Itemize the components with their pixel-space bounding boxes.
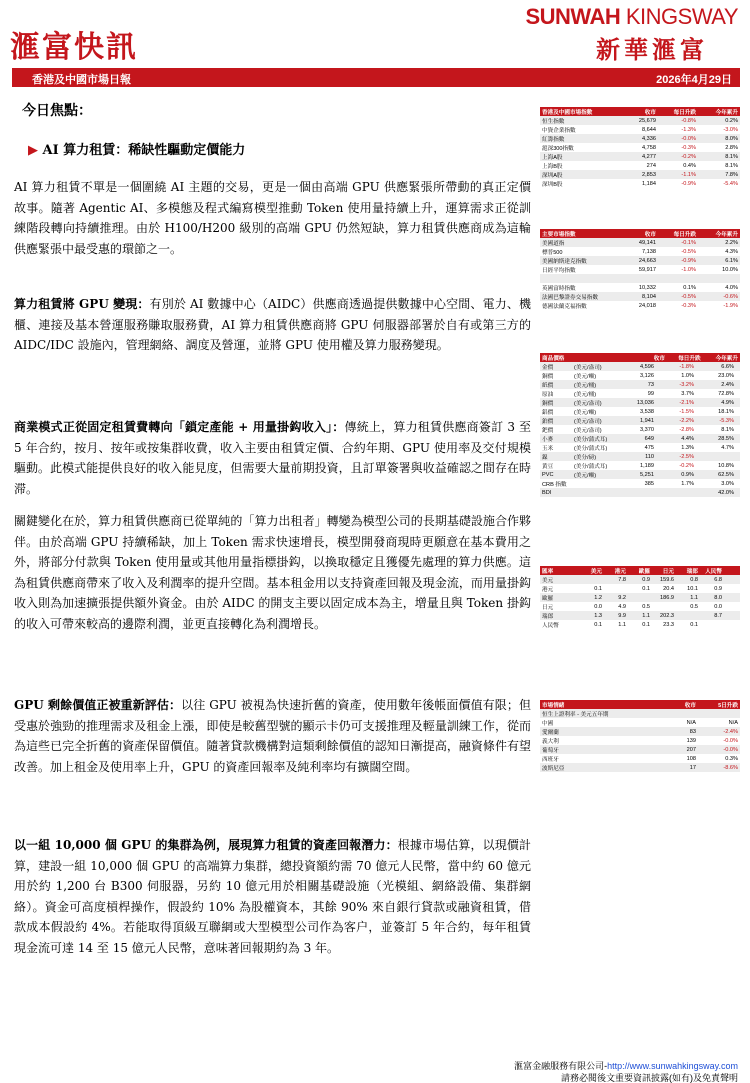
table-cell: -1.9% xyxy=(723,302,738,309)
footer-disclaimer: 請務必閱後文重要資訊披露(如有)及免責聲明 xyxy=(561,1073,738,1083)
table-row xyxy=(540,380,740,389)
table-cell: -0.8% xyxy=(681,117,696,124)
table-cell: 10.8% xyxy=(718,462,734,469)
table-cell: 7.8% xyxy=(725,171,738,178)
table-cell: (美元/盎司) xyxy=(574,400,602,407)
table-row xyxy=(540,416,740,425)
table-cell: 24,018 xyxy=(638,302,656,309)
table-cell: 1.1 xyxy=(690,594,698,601)
triangle-marker-icon: ▶ xyxy=(28,143,38,158)
table-cell: 今年累升 xyxy=(715,231,738,238)
table-cell: -0.0% xyxy=(723,746,738,753)
table-cell: 7.8 xyxy=(618,576,626,583)
table-cell: 0.1 xyxy=(642,585,650,592)
table-cell: 18.1% xyxy=(718,408,734,415)
table-cell: 鋁價 xyxy=(542,409,554,416)
table-cell: 42.0% xyxy=(718,489,734,496)
table-cell: 649 xyxy=(644,435,654,442)
table-cell: (美元/噸) xyxy=(574,472,597,479)
table-cell: -0.9% xyxy=(681,180,696,187)
table-cell: 0.0 xyxy=(594,603,602,610)
table-row xyxy=(540,452,740,461)
logo-en-light: KINGSWAY xyxy=(625,4,738,29)
table-cell: 5,251 xyxy=(640,471,654,478)
table-cell: -0.0% xyxy=(723,737,738,744)
table-row xyxy=(540,256,740,265)
table-cell: 紙價 xyxy=(542,382,554,389)
table-cell: -3.0% xyxy=(723,126,738,133)
table-cell: 滬深300指數 xyxy=(542,145,574,152)
focus-title: 今日焦點： xyxy=(22,103,92,119)
table-cell: 8.0 xyxy=(714,594,722,601)
table-cell: -1.3% xyxy=(681,126,696,133)
table-cell: 1,941 xyxy=(640,417,654,424)
table-cell: 28.5% xyxy=(718,435,734,442)
table-cell: -0.3% xyxy=(681,302,696,309)
table-cell: 日元 xyxy=(662,568,674,575)
table-cell: 0.4% xyxy=(683,162,696,169)
table-cell: 0.8 xyxy=(690,576,698,583)
table-cell: 4.3% xyxy=(725,248,738,255)
table-cell: 20.4 xyxy=(663,585,674,592)
table-header xyxy=(540,107,740,116)
table-cell: 1,189 xyxy=(640,462,654,469)
table-cell: 6.1% xyxy=(725,257,738,264)
table-cell: 收市 xyxy=(684,702,696,709)
table-cell: 9.2 xyxy=(618,594,626,601)
table-cell: (美元/盎司) xyxy=(574,364,602,371)
table-cell: -5.3% xyxy=(719,417,734,424)
table-cell: (美元/桶) xyxy=(574,391,597,398)
table-cell: 475 xyxy=(644,444,654,451)
table-cell: 0.5 xyxy=(690,603,698,610)
table-cell: 0.1 xyxy=(594,621,602,628)
table-cell: 每日升跌 xyxy=(673,231,696,238)
table-cell: 深圳A股 xyxy=(542,172,563,179)
table-cell: 香港及中國市場指數 xyxy=(542,109,593,116)
table-cell: 今年累升 xyxy=(715,355,738,362)
brand-name: 滙富快訊 xyxy=(10,30,138,65)
table-row xyxy=(540,611,740,620)
table-cell: 1.2 xyxy=(594,594,602,601)
table-cell: (美元/噸) xyxy=(574,409,597,416)
fx-table xyxy=(540,566,740,629)
table-cell: 0.0 xyxy=(714,603,722,610)
table-cell: 紅籌指數 xyxy=(542,136,565,143)
table-row xyxy=(540,301,740,310)
table-cell: 愛爾蘭 xyxy=(542,729,559,736)
table-cell: 3.7% xyxy=(681,390,694,397)
table-cell: 25,679 xyxy=(638,117,656,124)
table-cell: 4.9 xyxy=(618,603,626,610)
table-cell: 3,126 xyxy=(640,372,654,379)
table-cell: 德國法蘭克福指數 xyxy=(542,303,587,310)
table-cell: 銅價 xyxy=(542,400,554,407)
table-cell: 0.2% xyxy=(725,117,738,124)
table-cell: 10,332 xyxy=(638,284,656,291)
table-cell: 收市 xyxy=(644,231,656,238)
table-cell: 62.5% xyxy=(718,471,734,478)
table-cell: 6.6% xyxy=(721,363,734,370)
table-cell: (美分/磅) xyxy=(574,454,597,461)
table-header xyxy=(540,229,740,238)
table-cell: 原油 xyxy=(542,391,554,398)
table-row xyxy=(540,371,740,380)
table-row xyxy=(540,620,740,629)
table-cell: 0.1 xyxy=(594,585,602,592)
table-cell: 274 xyxy=(646,162,656,169)
table-cell: 0.1% xyxy=(683,284,696,291)
table-cell: -0.3% xyxy=(681,144,696,151)
table-cell: -5.4% xyxy=(723,180,738,187)
table-cell: 23.0% xyxy=(718,372,734,379)
table-cell: 恒生指數 xyxy=(542,118,565,125)
table-cell: -1.8% xyxy=(679,363,694,370)
table-cell: 深圳B股 xyxy=(542,181,563,188)
table-row xyxy=(540,461,740,470)
table-cell: 1,184 xyxy=(642,180,656,187)
table-cell: -0.1% xyxy=(681,239,696,246)
table-cell: 8,104 xyxy=(642,293,656,300)
table-cell: 0.3% xyxy=(725,755,738,762)
table-cell: 5日升跌 xyxy=(718,702,738,709)
table-cell: -8.6% xyxy=(723,764,738,771)
table-row xyxy=(540,718,740,727)
hk-china-index-table xyxy=(540,107,740,188)
table-cell: 鈀價 xyxy=(542,427,554,434)
table-cell: BDI xyxy=(542,489,552,496)
table-cell: 49,141 xyxy=(638,239,656,246)
table-cell: 金價 xyxy=(542,364,554,371)
table-cell: 59,917 xyxy=(638,266,656,273)
table-cell: 385 xyxy=(644,480,654,487)
table-row xyxy=(540,593,740,602)
table-cell: -1.0% xyxy=(681,266,696,273)
table-cell: (美元/桶) xyxy=(574,382,597,389)
table-cell: 8.7 xyxy=(714,612,722,619)
table-cell: 4,336 xyxy=(642,135,656,142)
table-cell: 今年累升 xyxy=(715,109,738,116)
table-cell: (美分/蒲式耳) xyxy=(574,463,608,470)
table-cell: 玉米 xyxy=(542,445,554,452)
table-cell: -1.5% xyxy=(679,408,694,415)
table-cell: 2,853 xyxy=(642,171,656,178)
table-cell: 人民幣 xyxy=(542,622,559,629)
table-cell: 4.4% xyxy=(681,435,694,442)
paragraph-3: 商業模式正從固定租賃費轉向「鎖定產能 + 用量掛鈎收入」：傳統上，算力租賃供應商簽訂 3 至 5 年合約，按月、按年或按集群收費，收入主要由租賃定價、合約年期、GPU 使用率及交付規模驅動。此模式能提供良好的收入能見度，但需要大量前期投資，且訂單簽署與收益確認之間存在時滞。 xyxy=(14,420,531,496)
table-row xyxy=(540,736,740,745)
table-cell: 鉑價 xyxy=(542,418,554,425)
table-row xyxy=(540,479,740,488)
table-cell: -2.2% xyxy=(679,417,694,424)
table-cell: 0.1 xyxy=(690,621,698,628)
table-cell: 23.3 xyxy=(663,621,674,628)
table-row xyxy=(540,584,740,593)
company-logo xyxy=(525,4,738,30)
table-cell: -2.1% xyxy=(679,399,694,406)
table-cell: 日經平均指數 xyxy=(542,267,576,274)
section-title: 香港及中國市場日報 xyxy=(32,74,131,86)
table-row xyxy=(540,763,740,772)
table-row xyxy=(540,292,740,301)
table-cell: 186.9 xyxy=(660,594,674,601)
table-cell: 美國道指 xyxy=(542,240,565,247)
table-header xyxy=(540,353,740,362)
table-row xyxy=(540,434,740,443)
table-cell: 13,036 xyxy=(636,399,654,406)
table-cell: 0.9 xyxy=(714,585,722,592)
table-cell: -0.2% xyxy=(681,153,696,160)
table-cell: 6.8 xyxy=(714,576,722,583)
table-row xyxy=(540,727,740,736)
table-cell: 美國納斯達克指數 xyxy=(542,258,587,265)
table-row xyxy=(540,170,740,179)
table-cell: 1.3% xyxy=(681,444,694,451)
table-cell: 10.1 xyxy=(687,585,698,592)
table-cell: 波斯尼亞 xyxy=(542,765,565,772)
table-row xyxy=(540,274,740,283)
table-cell: 標普500 xyxy=(542,249,563,256)
table-cell: 4,277 xyxy=(642,153,656,160)
table-cell: 歐羅 xyxy=(638,568,650,575)
major-index-table xyxy=(540,229,740,310)
table-cell: 收市 xyxy=(653,355,665,362)
table-row xyxy=(540,443,740,452)
table-cell: 202.3 xyxy=(660,612,674,619)
table-cell: 上海A股 xyxy=(542,154,563,161)
table-cell: 商品價格 xyxy=(542,355,565,362)
table-cell: 0.5 xyxy=(642,603,650,610)
table-row xyxy=(540,179,740,188)
table-row xyxy=(540,116,740,125)
table-cell: 4.7% xyxy=(721,444,734,451)
table-cell: 4,596 xyxy=(640,363,654,370)
table-row xyxy=(540,238,740,247)
table-cell: 207 xyxy=(686,746,696,753)
table-cell: 83 xyxy=(689,728,696,735)
table-cell: 8.1% xyxy=(725,162,738,169)
table-cell: 日元 xyxy=(542,604,554,611)
table-cell: 3,538 xyxy=(640,408,654,415)
table-cell: 8.1% xyxy=(725,153,738,160)
table-row xyxy=(540,575,740,584)
table-row xyxy=(540,125,740,134)
table-cell: 瑞郎 xyxy=(542,613,554,620)
table-header xyxy=(540,700,740,709)
table-cell: 主要市場指數 xyxy=(542,231,576,238)
table-cell: 法國巴黎證券交易指數 xyxy=(542,294,598,301)
paragraph-2: 算力租賃將 GPU 變現：有別於 AI 數據中心（AIDC）供應商透過提供數據中心空間、電力、機櫃、連接及基本營運服務賺取服務費，AI 算力租賃供應商將 GPU 伺服器部署於自有或第三方的 AIDC/IDC 設施內，管理網絡、調度及營運，並將 GPU 使用權及算力服務變現。 xyxy=(14,297,531,352)
table-cell: 4,758 xyxy=(642,144,656,151)
table-row xyxy=(540,247,740,256)
table-cell: 8.0% xyxy=(725,135,738,142)
focus-subtitle xyxy=(28,139,245,158)
table-cell: -0.6% xyxy=(723,293,738,300)
table-cell: 人民幣 xyxy=(705,568,722,575)
table-cell: 2.4% xyxy=(721,381,734,388)
table-cell: 上海B股 xyxy=(542,163,563,170)
table-cell: 2.8% xyxy=(725,144,738,151)
table-cell: -0.0% xyxy=(681,135,696,142)
table-cell: -0.5% xyxy=(681,293,696,300)
table-cell: 3,370 xyxy=(640,426,654,433)
table-row xyxy=(540,283,740,292)
paragraph-6: 以一組 10,000 個 GPU 的集群為例，展現算力租賃的資產回報潛力：根據市場估算，以現價計算，建設一組 10,000 個 GPU 的高端算力集群，總投資額約需 70 億元人民幣，當中約 60 億元用於約 1,200 台 B300 伺服器，另約 10 億元用於相關基礎設施（光模組、網絡設備、集群網絡）。資金可高度槓桿操作，假設約 10% 為股權資本，其餘 90% 來自銀行貸款或融資租賃，借款成本假設約 4%。若能取得頂級互聯網或大型模型公司作為客户，並簽訂 5 年合約，每年租賃現金流可達 14 至 15 億元人民幣，意味著回報期約為 3 年。 xyxy=(14,838,531,955)
table-cell: 3.0% xyxy=(721,480,734,487)
market-sentiment-table xyxy=(540,700,740,772)
table-cell: 1.0% xyxy=(681,372,694,379)
table-cell: 義大利 xyxy=(542,738,559,745)
table-row xyxy=(540,143,740,152)
paragraph-5: GPU 剩餘價值正被重新評估：以往 GPU 被視為快速折舊的資產，使用數年後帳面價值有限；但受惠於強勁的推理需求及租金上漲，即使是較舊型號的顯示卡仍可支援推理及輕量訓練工作，從而為這些已完全折舊的資產保留價值。隨著貸款機構對這類剩餘價值的認知日漸提高，融資條件有望改善。加上租金及使用率上升，GPU 的資產回報率及純利率均有擴闊空間。 xyxy=(14,698,531,774)
table-cell: 17 xyxy=(689,764,696,771)
table-cell: 歐羅 xyxy=(542,595,554,602)
table-cell: 8.1% xyxy=(721,426,734,433)
table-cell: 24,663 xyxy=(638,257,656,264)
table-cell: -2.5% xyxy=(679,453,694,460)
table-cell: 4.9% xyxy=(721,399,734,406)
table-cell: 73 xyxy=(647,381,654,388)
table-cell: 99 xyxy=(647,390,654,397)
table-cell: (美分/蒲式耳) xyxy=(574,436,608,443)
table-row xyxy=(540,709,740,718)
table-row xyxy=(540,134,740,143)
table-cell: 110 xyxy=(645,453,654,460)
table-cell: 港元 xyxy=(542,586,554,593)
report-date: 2026年4月29日 xyxy=(656,74,732,86)
table-cell: 7,138 xyxy=(642,248,656,255)
table-cell: 9.9 xyxy=(618,612,626,619)
commodity-table xyxy=(540,353,740,497)
table-row xyxy=(540,407,740,416)
table-cell: (美元/盎司) xyxy=(574,418,602,425)
table-row xyxy=(540,745,740,754)
table-cell: -2.4% xyxy=(723,728,738,735)
table-row xyxy=(540,754,740,763)
table-cell: 每日升跌 xyxy=(673,109,696,116)
table-cell: 西班牙 xyxy=(542,756,559,763)
paragraph-4: 關鍵變化在於，算力租賃供應商已從單純的「算力出租者」轉變為模型公司的長期基礎設施合作夥伴。由於高端 GPU 持續稀缺，加上 Token 需求快速增長，模型開發商現時更願意在基本費用之外，將部分付款與 Token 使用量或其他用量指標掛鈎，以換取穩定且獲優先處理的算力供應。這為租賃供應商帶來了收入及利潤率的提升空間。基本租金用以支持資產回報及現金流，而用量掛鈎收入則為加速擴張提供額外資金。由於 AIDC 的開支主要以固定成本為主，增量且與 Token 掛鈎的收入可帶來較高的邊際利潤，並更直接轉化為利潤增長。 xyxy=(14,514,531,631)
table-cell: 美元 xyxy=(542,577,554,584)
table-row xyxy=(540,398,740,407)
table-cell: 每日升跌 xyxy=(678,355,701,362)
table-row xyxy=(540,470,740,479)
table-cell: 恒生上證利率 - 美元五年期 xyxy=(542,711,609,718)
table-cell: 2.2% xyxy=(725,239,738,246)
table-cell: 1.1 xyxy=(618,621,626,628)
table-cell: -1.1% xyxy=(681,171,696,178)
table-cell: (美元/噸) xyxy=(574,373,597,380)
focus-subtitle-text: AI 算力租賃：稀缺性驅動定價能力 xyxy=(42,143,246,158)
logo-cn: 新華滙富 xyxy=(596,35,708,64)
table-cell: 0.9% xyxy=(681,471,694,478)
table-cell: 4.0% xyxy=(725,284,738,291)
logo-en-bold: SUNWAH xyxy=(525,4,621,29)
table-row xyxy=(540,602,740,611)
table-cell: 港元 xyxy=(614,568,626,575)
table-cell: 鎳 xyxy=(542,454,548,461)
table-cell: 匯率 xyxy=(542,568,554,575)
table-cell: 1.7% xyxy=(681,480,694,487)
table-cell: 0.9 xyxy=(642,576,650,583)
table-cell: PVC xyxy=(542,471,554,478)
table-cell: 美元 xyxy=(590,568,602,575)
table-cell: (美元/盎司) xyxy=(574,427,602,434)
table-cell: 小麥 xyxy=(542,436,554,443)
table-cell: 108 xyxy=(686,755,696,762)
table-row xyxy=(540,362,740,371)
table-row xyxy=(540,152,740,161)
table-cell: 黃豆 xyxy=(542,463,554,470)
table-cell: 1.1 xyxy=(642,612,650,619)
table-cell: 葡萄牙 xyxy=(542,747,559,754)
table-cell: 159.6 xyxy=(660,576,674,583)
footer-link[interactable]: http://www.sunwahkingsway.com xyxy=(607,1061,738,1071)
table-row xyxy=(540,488,740,497)
table-cell: 收市 xyxy=(644,109,656,116)
table-cell: 8,644 xyxy=(642,126,656,133)
table-cell: N/A xyxy=(686,719,696,726)
table-cell: 瑞郎 xyxy=(686,568,698,575)
table-row xyxy=(540,425,740,434)
table-cell: 銅價 xyxy=(542,373,554,380)
table-cell: N/A xyxy=(728,719,738,726)
table-cell: 市場情緒 xyxy=(542,702,565,709)
table-row xyxy=(540,389,740,398)
table-cell: 0.1 xyxy=(642,621,650,628)
table-cell: 139 xyxy=(686,737,696,744)
header-bar xyxy=(12,68,740,87)
table-cell: 英國富時指數 xyxy=(542,285,576,292)
table-row xyxy=(540,161,740,170)
table-cell: 1.3 xyxy=(594,612,602,619)
table-cell: -3.2% xyxy=(679,381,694,388)
table-cell: 72.8% xyxy=(718,390,734,397)
table-cell: -0.5% xyxy=(681,248,696,255)
table-cell: -0.2% xyxy=(679,462,694,469)
table-cell: -2.8% xyxy=(679,426,694,433)
footer-company: 滙富金融服務有限公司- xyxy=(514,1061,608,1071)
table-row xyxy=(540,265,740,274)
table-cell: -0.9% xyxy=(681,257,696,264)
paragraph-1: AI 算力租賃不單是一個圍繞 AI 主題的交易，更是一個由高端 GPU 供應緊張所帶動的真正定價故事。隨著 Agentic AI、多模態及程式編寫模型推動 Token 使用量持續上升，運算需求正從訓練階段轉向持續推理。由於 H100/H200 級別的高端 GPU 仍然短缺，算力租賃供應商成為這輪供應緊張中最受惠的環節之一。 xyxy=(14,180,531,256)
table-cell: (美分/蒲式耳) xyxy=(574,445,608,452)
table-cell: 中資企業指數 xyxy=(542,127,576,134)
table-cell: 10.0% xyxy=(722,266,738,273)
footer xyxy=(514,1060,738,1083)
table-cell: CRB 指數 xyxy=(542,481,567,488)
table-header xyxy=(540,566,740,575)
table-cell: 中國 xyxy=(542,720,554,727)
